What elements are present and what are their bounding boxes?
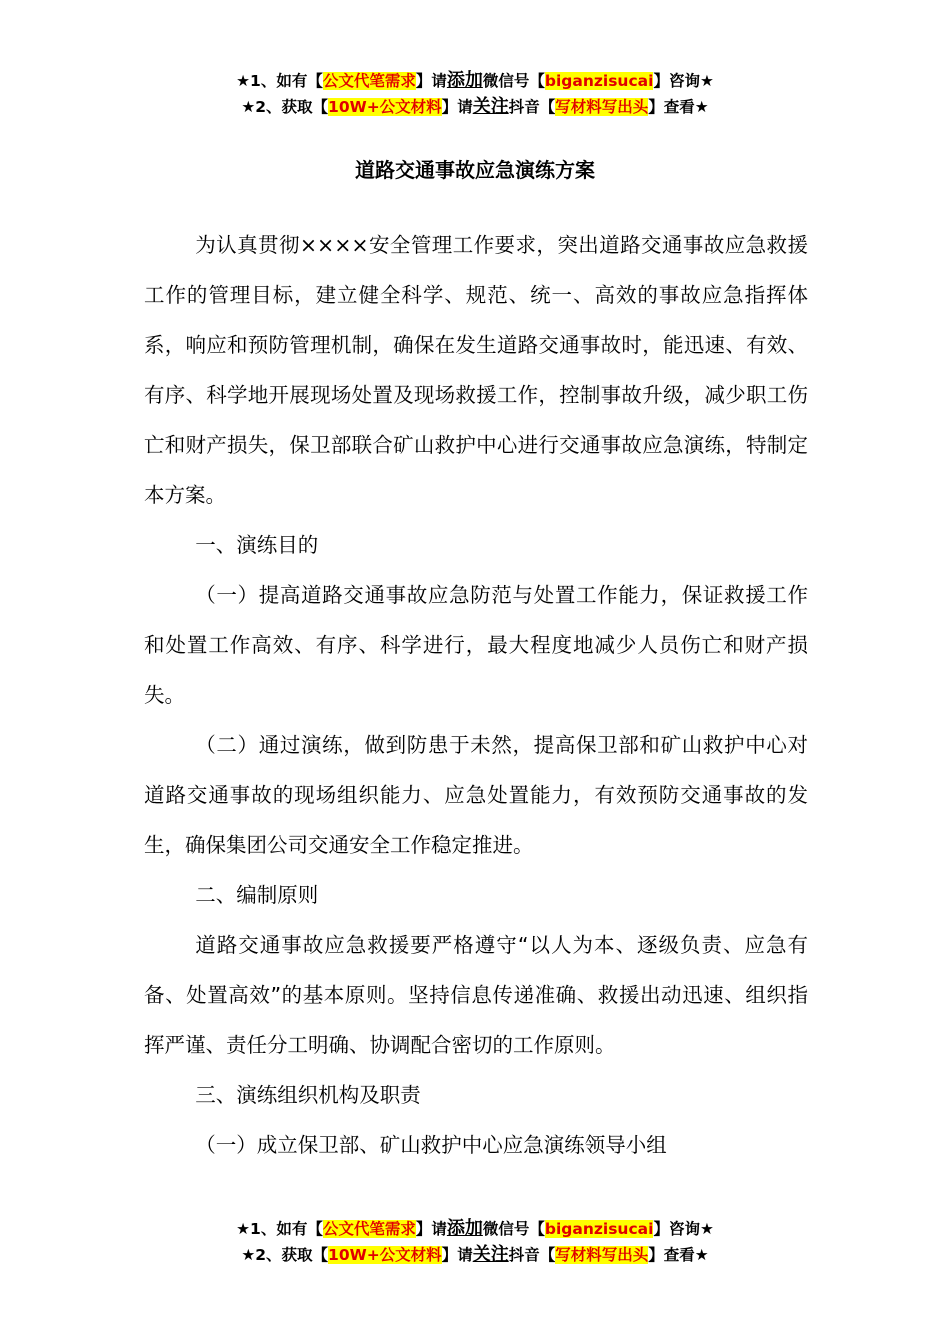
bottom-banner-line-2 [0, 1242, 950, 1268]
organization-item-1: （一）成立保卫部、矿山救护中心应急演练领导小组 [195, 1133, 667, 1157]
banner-highlight-wechat-id: biganzisucai [544, 72, 654, 90]
purpose-item-2: （二）通过演练，做到防患于未然，提高保卫部和矿山救护中心对道路交通事故的现场组织能力、应急处置能力，有效预防交通事故的发生，确保集团公司交通安全工作稳定推进。 [144, 733, 808, 857]
principles-paragraph: 道路交通事故应急救援要严格遵守“以人为本、逐级负责、应急有备、处置高效”的基本原则。坚持信息传递准确、救援出动迅速、组织指挥严谨、责任分工明确、协调配合密切的工作原则。 [144, 933, 808, 1057]
banner-line-2-suffix: 】查看★ [648, 98, 709, 116]
banner-line-2-prefix: ★2、获取【 [241, 98, 329, 116]
bottom-banner-line-1-middle-b: 微信号【 [482, 1220, 545, 1238]
section-heading-organization: 三、演练组织机构及职责 [195, 1083, 421, 1107]
bottom-banner-highlight-writing-service: 公文代笔需求 [322, 1220, 416, 1238]
bottom-banner-highlight-materials: 10W+公文材料 [328, 1246, 442, 1264]
bottom-banner [0, 1216, 950, 1268]
banner-emphasis-follow: 关注 [472, 96, 509, 117]
banner-line-1 [0, 68, 950, 94]
banner-line-2-middle-a: 】请 [441, 98, 473, 116]
banner-line-2 [0, 94, 950, 120]
banner-highlight-writing-service: 公文代笔需求 [322, 72, 416, 90]
bottom-banner-highlight-wechat-id: biganzisucai [544, 1220, 654, 1238]
section-heading-purpose: 一、演练目的 [195, 533, 319, 557]
banner-emphasis-add: 添加 [446, 70, 483, 91]
intro-paragraph: 为认真贯彻××××安全管理工作要求，突出道路交通事故应急救援工作的管理目标，建立健全科学、规范、统一、高效的事故应急指挥体系，响应和预防管理机制，确保在发生道路交通事故时，能迅速、有效、有序、科学地开展现场处置及现场救援工作，控制事故升级，减少职工伤亡和财产损失，保卫部联合矿山救护中心进行交通事故应急演练，特制定本方案。 [144, 233, 808, 507]
banner-highlight-douyin-account: 写材料写出头 [555, 98, 649, 116]
bottom-banner-line-1 [0, 1216, 950, 1242]
banner-line-1-middle-a: 】请 [415, 72, 447, 90]
bottom-banner-highlight-douyin-account: 写材料写出头 [555, 1246, 649, 1264]
document-body [144, 220, 808, 1170]
bottom-banner-emphasis-add: 添加 [446, 1218, 483, 1239]
bottom-banner-line-1-middle-a: 】请 [415, 1220, 447, 1238]
banner-highlight-materials: 10W+公文材料 [328, 98, 442, 116]
banner-line-1-middle-b: 微信号【 [482, 72, 545, 90]
banner-line-1-prefix: ★1、如有【 [236, 72, 323, 90]
banner-line-2-middle-b: 抖音【 [508, 98, 556, 116]
purpose-item-1: （一）提高道路交通事故应急防范与处置工作能力，保证救援工作和处置工作高效、有序、科学进行，最大程度地减少人员伤亡和财产损失。 [144, 583, 808, 707]
banner-line-1-suffix: 】咨询★ [653, 72, 714, 90]
bottom-banner-emphasis-follow: 关注 [472, 1244, 509, 1265]
bottom-banner-line-2-prefix: ★2、获取【 [241, 1246, 329, 1264]
bottom-banner-line-2-middle-a: 】请 [441, 1246, 473, 1264]
bottom-banner-line-2-middle-b: 抖音【 [508, 1246, 556, 1264]
top-banner [0, 68, 950, 120]
bottom-banner-line-1-suffix: 】咨询★ [653, 1220, 714, 1238]
bottom-banner-line-2-suffix: 】查看★ [648, 1246, 709, 1264]
bottom-banner-line-1-prefix: ★1、如有【 [236, 1220, 323, 1238]
document-title: 道路交通事故应急演练方案 [355, 158, 595, 182]
section-heading-principles: 二、编制原则 [195, 883, 319, 907]
